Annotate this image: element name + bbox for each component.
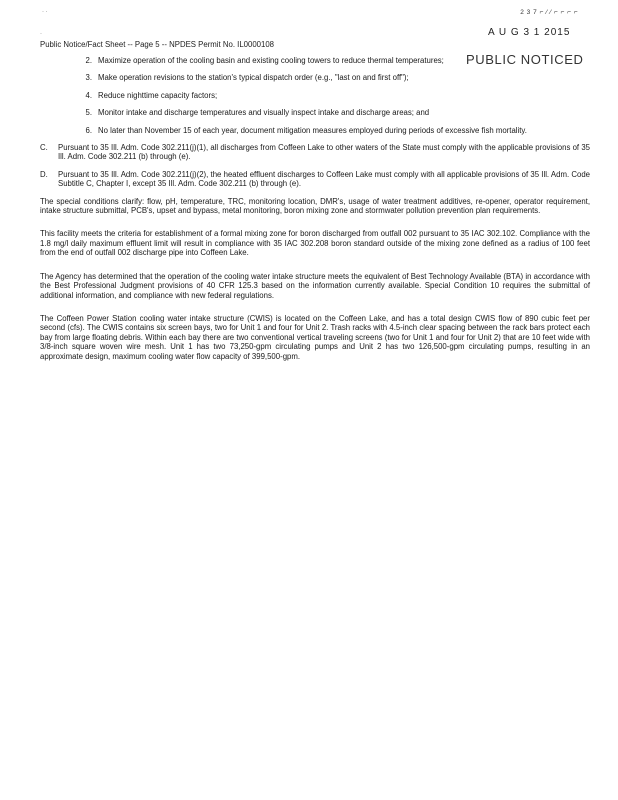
scan-mark-top-left: · · [42,9,48,15]
paragraph-special-conditions: The special conditions clarify: flow, pH, temperature, TRC, monitoring location, DMR's, usage of water treatment additives, re-opener, operator requirement, intake structure submittal, PCB's, upset and bypass, metal monitoring, boron mixing zone and stormwater pollution prevention plan requirements. [40,196,590,216]
list-item [40,126,590,135]
list-item-number: 6. [85,125,92,135]
paragraph-cwis-description: The Coffeen Power Station cooling water intake structure (CWIS) is located on the Coffeen Lake, and has a total design CWIS flow of 890 cubic feet per second (cfs). The CWIS contains six screen bays, two for Unit 1 and four for Unit 2. Trash racks with 4.5-inch clear spacing between the rack bars protect each bay from large floating debris. Within each bay there are two conventional vertical traveling screens (two for Unit 1 and four for Unit 2) that are 10 feet wide with 3/8-inch square woven wire mesh. Unit 1 has two 73,250-gpm circulating pumps and Unit 2 has two 126,500-gpm circulating pumps, resulting in an approximate design, maximum cooling water flow capacity of 399,500-gpm. [40,313,590,361]
paragraph-mixing-zone: This facility meets the criteria for establishment of a formal mixing zone for boron discharged from outfall 002 pursuant to 35 IAC 302.102. Compliance with the 1.8 mg/l daily maximum effluent limit will result in compliance with 35 IAC 302.208 boron standard outside of the mixing zone defined as a radius of 100 feet from the end of outfall 002 discharge pipe into Coffeen Lake. [40,229,590,258]
list-item-number: 5. [85,108,92,118]
scan-mark-top-right: 2 3 7 ⌐ ⁄ ⁄ ⌐ ⌐ ⌐ ⌐ [520,9,578,16]
list-item-text: Reduce nighttime capacity factors; [98,90,218,100]
lettered-list [40,143,590,189]
paragraph-bta-determination: The Agency has determined that the operation of the cooling water intake structure meets the equivalent of Best Technology Available (BTA) in accordance with the Best Professional Judgment provisions of 40 CFR 125.3 based on the information currently available. Special Condition 10 requires the submittal of additional information, and compliance with new federal regulations. [40,271,590,300]
list-item [40,108,590,117]
list-item-text: Monitor intake and discharge temperatures and visually inspect intake and discharge areas; and [98,108,430,118]
lettered-item-text: Pursuant to 35 Ill. Adm. Code 302.211(j)(2), the heated effluent discharges to Coffeen Lake must comply with all applicable provisions of 35 Ill. Adm. Code Subtitle C, Chapter I, except 35 Ill. Adm. Code 302.211 (b) through (e). [58,169,590,189]
list-item-number: 2. [85,56,92,65]
lettered-item [40,170,590,189]
numbered-list [40,52,590,135]
list-item [40,52,590,67]
page-header: Public Notice/Fact Sheet -- Page 5 -- NPDES Permit No. IL0000108 [40,40,275,49]
list-item [40,73,590,82]
lettered-item-letter: D. [40,169,48,179]
lettered-item-letter: C. [40,143,48,153]
public-noticed-stamp: PUBLIC NOTICED [466,52,584,67]
document-body [40,52,590,375]
list-item-text: Make operation revisions to the station's typical dispatch order (e.g., "last on and first off"); [98,73,409,83]
scan-mark-dot: · [40,31,42,37]
list-item-text: Maximize operation of the cooling basin and existing cooling towers to reduce thermal temperatures; [98,56,444,65]
lettered-item-text: Pursuant to 35 Ill. Adm. Code 302.211(j)(1), all discharges from Coffeen Lake to other waters of the State must comply with the applicable provisions of 35 Ill. Adm. Code 302.211 (b) through (e). [58,143,590,162]
list-item-number: 3. [85,73,92,83]
list-item-text: No later than November 15 of each year, document mitigation measures employed during periods of excessive fish mortality. [98,125,527,135]
list-item [40,91,590,100]
lettered-item [40,143,590,162]
list-item-number: 4. [85,90,92,100]
received-date-stamp: A U G 3 1 2015 [488,27,571,38]
